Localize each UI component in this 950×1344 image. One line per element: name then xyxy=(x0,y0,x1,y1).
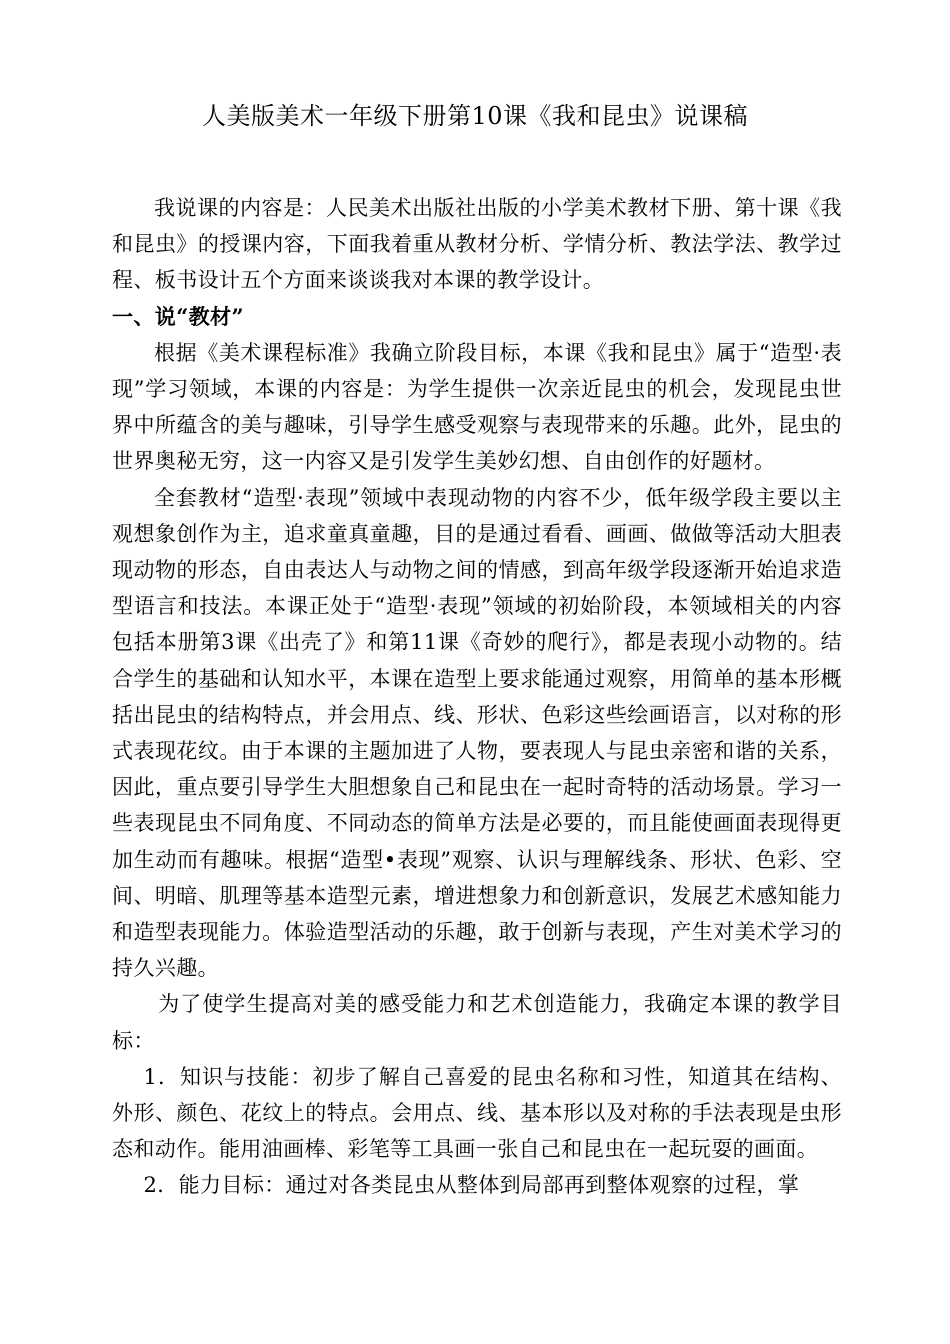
document-title: 人美版美术一年级下册第10课《我和昆虫》说课稿 xyxy=(201,102,749,130)
section-heading-textbook: 一、说“教材” xyxy=(112,303,244,329)
intro-paragraph: 我说课的内容是：人民美术出版社出版的小学美术教材下册、第十课《我和昆虫》的授课内容，下面我着重从教材分析、学情分析、教法学法、教学过程、板书设计五个方面来谈谈我对本课的教学设计。 xyxy=(112,196,842,293)
goal-item-ability: 2．能力目标：通过对各类昆虫从整体到局部再到整体观察的过程，掌 xyxy=(143,1173,800,1198)
document-body xyxy=(112,190,842,1204)
goal-item-knowledge: 1．知识与技能：初步了解自己喜爱的昆虫名称和习性，知道其在结构、外形、颜色、花纹上的特点。会用点、线、基本形以及对称的手法表现是虫形态和动作。能用油画棒、彩笔等工具画一张自己和昆虫在一起玩耍的画面。 xyxy=(112,1064,842,1162)
textbook-paragraph-2: 全套教材“造型·表现”领域中表现动物的内容不少，低年级学段主要以主观想象创作为主，追求童真童趣，目的是通过看看、画画、做做等活动大胆表现动物的形态，自由表达人与动物之间的情感，到高年级学段逐渐开始追求造型语言和技法。本课正处于“造型·表现”领域的初始阶段，本领域相关的内容包括本册第3课《出壳了》和第11课《奇妙的爬行》，都是表现小动物的。结合学生的基础和认知水平，本课在造型上要求能通过观察，用简单的基本形概括出昆虫的结构特点，并会用点、线、形状、色彩这些绘画语言，以对称的形式表现花纹。由于本课的主题加进了人物，要表现人与昆虫亲密和谐的关系，因此，重点要引导学生大胆想象自己和昆虫在一起时奇特的活动场景。学习一些表现昆虫不同角度、不同动态的简单方法是必要的，而且能使画面表现得更加生动而有趣味。根据“造型•表现”观察、认识与理解线条、形状、色彩、空间、明暗、肌理等基本造型元素，增进想象力和创新意识，发展艺术感知能力和造型表现能力。体验造型活动的乐趣，敢于创新与表现，产生对美术学习的持久兴趣。 xyxy=(112,485,842,981)
textbook-paragraph-1: 根据《美术课程标准》我确立阶段目标，本课《我和昆虫》属于“造型·表现”学习领域，本课的内容是：为学生提供一次亲近昆虫的机会，发现昆虫世界中所蕴含的美与趣味，引导学生感受观察与表现带来的乐趣。此外，昆虫的世界奥秘无穷，这一内容又是引发学生美妙幻想、自由创作的好题材。 xyxy=(112,340,842,474)
goals-intro-paragraph: 为了使学生提高对美的感受能力和艺术创造能力，我确定本课的教学目标： xyxy=(112,992,842,1053)
